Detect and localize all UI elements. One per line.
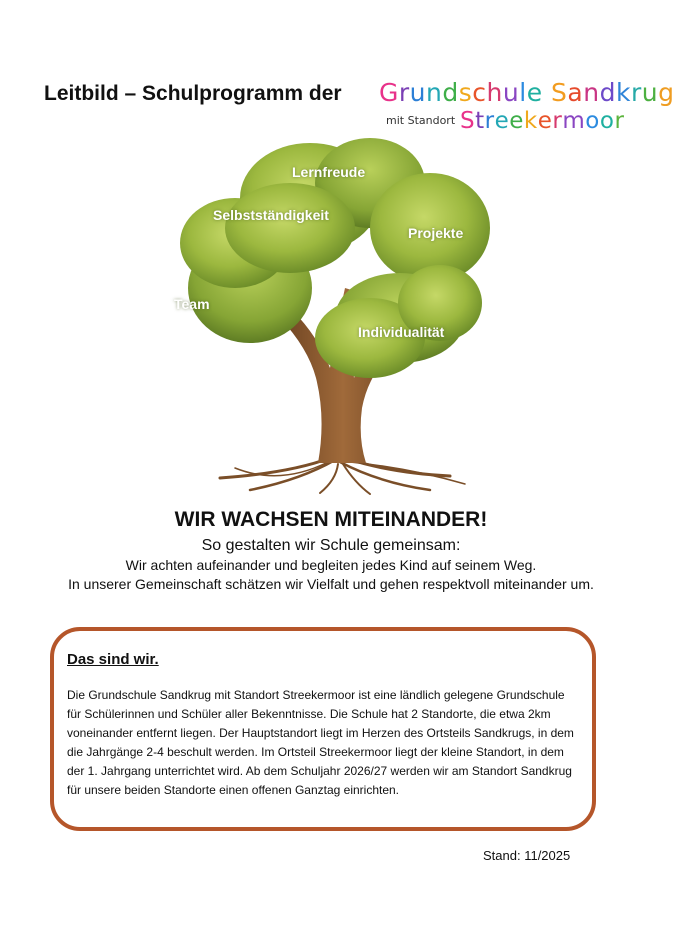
colored-letter: m: [562, 108, 586, 134]
about-box-title: Das sind wir.: [67, 651, 159, 668]
colored-letter: u: [641, 78, 659, 107]
tree-label-individualitaet: Individualität: [358, 324, 445, 340]
about-box: [50, 627, 596, 831]
colored-letter: t: [475, 108, 485, 134]
tree-label-projekte: Projekte: [408, 225, 464, 241]
colored-letter: l: [519, 78, 527, 107]
colored-letter: n: [583, 78, 600, 107]
colored-letter: [543, 78, 551, 107]
colored-letter: c: [472, 78, 487, 107]
description-line-2: In unserer Gemeinschaft schätzen wir Vielfalt und gehen respektvoll miteinander um.: [68, 576, 594, 592]
colored-letter: n: [426, 78, 443, 107]
tree-label-team: Team: [174, 296, 210, 312]
colored-letter: u: [502, 78, 520, 107]
colored-letter: k: [523, 108, 538, 134]
colored-letter: G: [379, 78, 399, 107]
description-line-1: Wir achten aufeinander und begleiten jedes Kind auf seinem Weg.: [125, 557, 537, 573]
colored-letter: d: [442, 78, 459, 107]
stand-date: Stand: 11/2025: [483, 848, 571, 863]
colored-letter: g: [658, 78, 674, 107]
colored-letter: e: [509, 108, 524, 134]
colored-letter: e: [494, 108, 510, 134]
colored-letter: r: [552, 108, 563, 134]
colored-letter: s: [458, 78, 473, 107]
colored-letter: d: [599, 78, 616, 107]
colored-letter: S: [460, 108, 476, 134]
colored-letter: r: [614, 108, 625, 134]
tree-graphic: [140, 128, 500, 498]
colored-letter: o: [585, 108, 600, 134]
tree-label-lernfreude: Lernfreude: [292, 164, 366, 180]
colored-letter: S: [551, 78, 568, 107]
colored-letter: u: [409, 78, 427, 107]
about-box-text: Die Grundschule Sandkrug mit Standort Streekermoor ist eine ländlich gelegene Grundschule für Schülerinnen und Schüler aller Bekenntnisse. Die Schule hat 2 Standorte, die etwa 2km voneinander entfernt liegen. Der Hauptstandort liegt im Herzen des Ortsteils Sandkrugs, in dem die Jahrgänge 2-4 beschult werden. Im Ortsteil Streekermoor liegt der kleine Standort, in dem der 1. Jahrgang unterrichtet wird. Ab dem Schuljahr 2026/27 werden wir am Standort Sandkrug für unsere beiden Standorte einen offenen Ganztag einrichten.: [67, 688, 574, 797]
colored-letter: k: [615, 78, 631, 107]
tree-illustration: [140, 128, 500, 498]
colored-letter: h: [486, 78, 503, 107]
tree-roots: [220, 458, 465, 494]
colored-letter: r: [484, 108, 495, 134]
colored-letter: a: [567, 78, 584, 107]
headline: WIR WACHSEN MITEINANDER!: [174, 508, 488, 531]
page-title: Leitbild – Schulprogramm der: [44, 82, 342, 105]
colored-letter: e: [537, 108, 553, 134]
colored-letter: r: [398, 78, 410, 107]
colored-letter: o: [599, 108, 615, 134]
subline: So gestalten wir Schule gemeinsam:: [201, 537, 461, 554]
mit-standort-label: mit Standort: [386, 114, 456, 127]
colored-letter: e: [526, 78, 543, 107]
colored-letter: r: [630, 78, 642, 107]
school-name: [379, 78, 674, 107]
tree-label-selbststaendigkeit: Selbstständigkeit: [213, 207, 329, 223]
